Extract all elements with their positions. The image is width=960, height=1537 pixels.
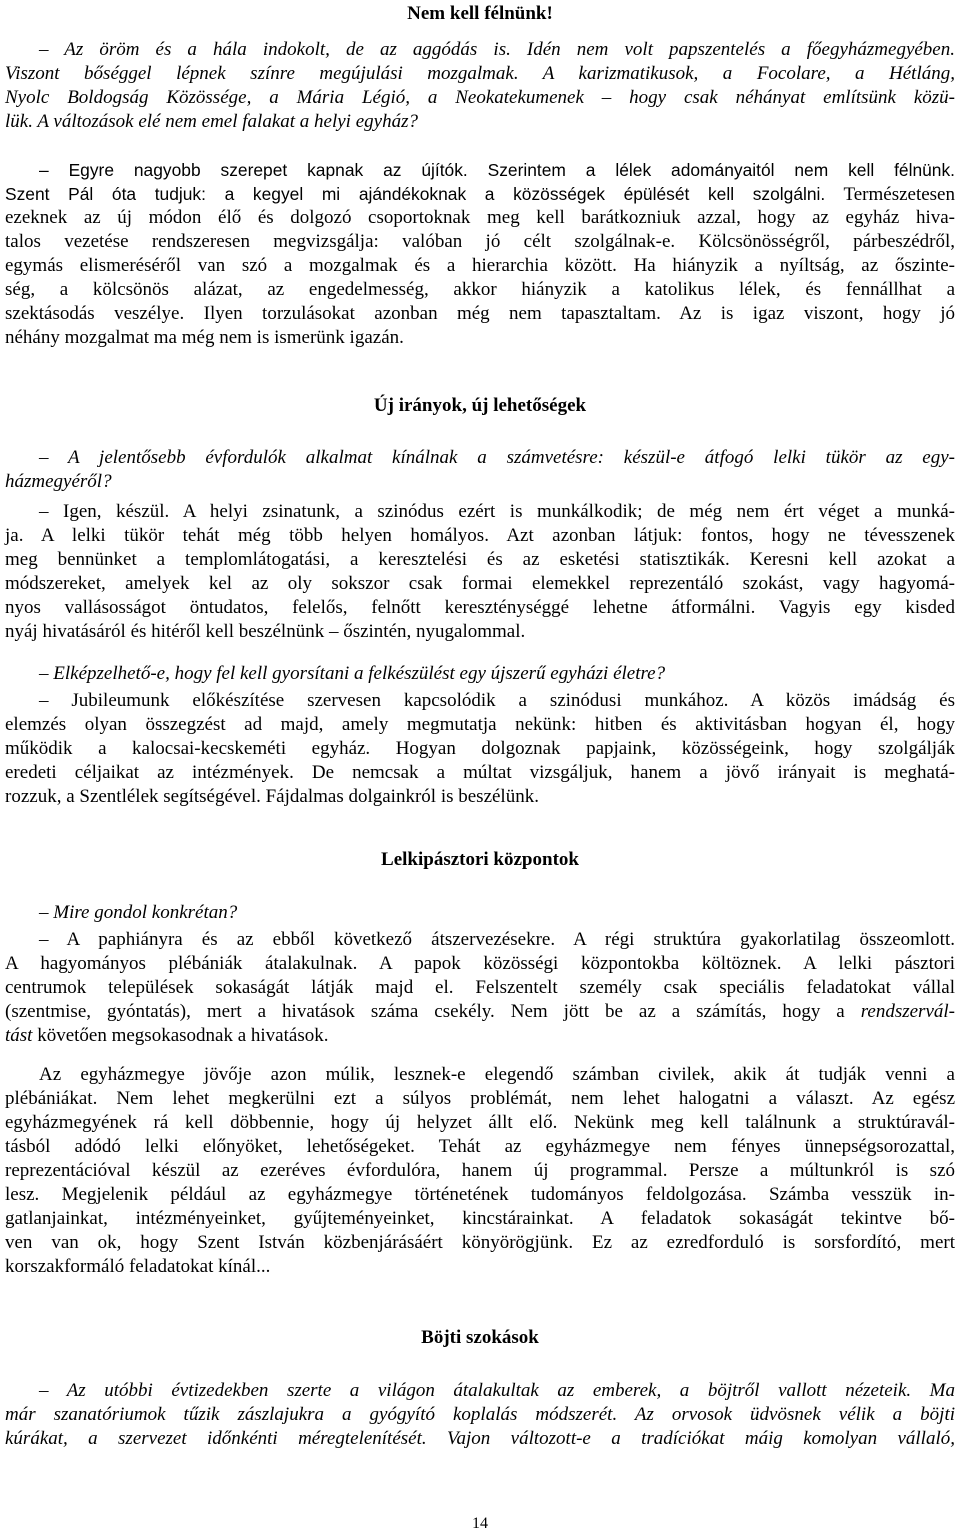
text-run: plébániákat. Nem lehet megkerülni ezt a súlyos problémát, nem lehet halogatni a választ. Az egész bbox=[5, 1088, 955, 1109]
text-run: – Egyre nagyobb szerepet kapnak az újítók. Szerintem a lélek adományaitól nem kell félnünk. bbox=[39, 160, 955, 180]
text-run: szektásodás veszélye. Ilyen torzulásokat azonban még nem tapasztaltam. Az is igaz viszont, hogy jó bbox=[5, 303, 955, 324]
text-line bbox=[5, 572, 955, 596]
text-run: házmegyéről? bbox=[5, 471, 112, 492]
text-line bbox=[5, 1255, 955, 1279]
text-run: – Jubileumunk előkészítése szervesen kapcsolódik a szinódusi munkához. A közös imádság és bbox=[39, 690, 955, 711]
text-line bbox=[5, 976, 955, 1000]
text-line bbox=[5, 278, 955, 302]
text-run: eredeti céljaikat az intézmények. De nemcsak a múltat vizsgáljuk, hanem a jövő irányait is meghatá- bbox=[5, 762, 955, 783]
text-run: meg bennünket a templomlátogatási, a keresztelési és az esketési statisztikák. Keresni kell azokat a bbox=[5, 549, 955, 570]
text-line bbox=[5, 1403, 955, 1427]
text-run: ven van ok, hogy Szent István közbenjárásáért könyörögjünk. Ez az ezredforduló is sorsfordító, mert bbox=[5, 1232, 955, 1253]
text-line bbox=[5, 1427, 955, 1451]
text-run: módszereket, amelyek kel az oly sokszor csak formai elemekkel reprezentáló szokást, vagy hagyomá- bbox=[5, 573, 955, 594]
text-line bbox=[5, 785, 955, 809]
text-run: Szent Pál óta tudjuk: a kegyel mi ajándékoknak a közösségek épülését kell szolgálni. bbox=[5, 184, 826, 204]
text-line bbox=[5, 1111, 955, 1135]
text-run: talos vezetése rendszeresen megvizsgálja: valóban jó célt szolgálnak-e. Kölcsönösségről, párbeszédről, bbox=[5, 231, 955, 252]
text-run: egymás elismeréséről van szó a mozgalmak és a hierarchia között. Ha hiányzik a nyíltság, az őszinte- bbox=[5, 255, 955, 276]
text-line bbox=[5, 1135, 955, 1159]
text-line bbox=[5, 713, 955, 737]
answer-paragraph bbox=[5, 928, 955, 1048]
text-run: Nyolc Boldogság Közössége, a Mária Légió, a Neokatekumenek – hogy csak néhányat említsünk közü- bbox=[5, 87, 955, 108]
text-line bbox=[5, 230, 955, 254]
text-line bbox=[5, 470, 955, 494]
text-line bbox=[5, 86, 955, 110]
text-run: – Az utóbbi évtizedekben szerte a világon átalakultak az emberek, a böjtről vallott nézeteik. Ma bbox=[39, 1380, 955, 1401]
text-run: reprezentációval készül az ezeréves évfordulóra, hanem új programmal. Persze a múltunkról is szó bbox=[5, 1160, 955, 1181]
text-line bbox=[5, 596, 955, 620]
text-run: nyos vallásosságot öntudatos, felelős, felnőtt kereszténységgé lehetne átformálni. Vagyis egy kisded bbox=[5, 597, 955, 618]
body-paragraph bbox=[5, 1063, 955, 1279]
question-paragraph bbox=[5, 662, 955, 686]
text-line bbox=[5, 901, 955, 925]
text-line bbox=[5, 620, 955, 644]
text-run: rozzuk, a Szentlélek segítségével. Fájdalmas dolgainkról is beszélünk. bbox=[5, 786, 539, 807]
text-line bbox=[5, 662, 955, 686]
text-line bbox=[5, 1207, 955, 1231]
text-run: Viszont bőséggel lépnek színre megújulási mozgalmak. A karizmatikusok, a Focolare, a Hétláng, bbox=[5, 63, 955, 84]
text-line bbox=[5, 952, 955, 976]
text-line bbox=[5, 737, 955, 761]
text-line bbox=[5, 1024, 955, 1048]
text-line bbox=[5, 928, 955, 952]
question-paragraph bbox=[5, 1379, 955, 1451]
text-line bbox=[5, 446, 955, 470]
text-line bbox=[5, 1087, 955, 1111]
section-title: Lelkipásztori központok bbox=[381, 849, 579, 870]
text-line bbox=[5, 326, 955, 350]
text-line bbox=[5, 158, 955, 182]
text-run: tást bbox=[5, 1025, 33, 1046]
text-line bbox=[5, 1063, 955, 1087]
text-run: működik a kalocsai-kecskeméti egyház. Hogyan dolgoznak papjaink, közösségeink, hogy szolgálják bbox=[5, 738, 955, 759]
text-run: elemzés olyan összegzést ad majd, amely megmutatja nekünk: hitben és aktivitásban hogyan él, hogy bbox=[5, 714, 955, 735]
section-title: Új irányok, új lehetőségek bbox=[373, 395, 587, 416]
text-run: kúrákat, a szervezet időnkénti méregtelenítését. Vajon változott-e a tradíciókat máig komolyan vállaló, bbox=[5, 1428, 955, 1449]
text-line bbox=[5, 689, 955, 713]
text-run: tásból adódó lelki előnyöket, lehetőségeket. Tehát az egyházmegye nem fényes ünnepségsorozattal, bbox=[5, 1136, 955, 1157]
text-run: lük. A változások elé nem emel falakat a helyi egyház? bbox=[5, 111, 418, 132]
question-paragraph bbox=[5, 38, 955, 134]
answer-paragraph bbox=[5, 500, 955, 644]
text-run: néhány mozgalmat ma még nem is ismerünk igazán. bbox=[5, 327, 404, 348]
text-run: ezeknek az új módon élő és dolgozó csoportoknak meg kell barátkozniuk azzal, hogy az egyház hiva- bbox=[5, 207, 955, 228]
text-run: korszakformáló feladatokat kínál... bbox=[5, 1256, 271, 1277]
text-line bbox=[5, 761, 955, 785]
text-line bbox=[5, 1379, 955, 1403]
text-line bbox=[5, 38, 955, 62]
text-run: (szentmise, gyóntatás), mert a hivatások száma csekély. Nem jött be az a számítás, hogy a bbox=[5, 1001, 861, 1022]
text-line bbox=[5, 110, 955, 134]
text-run: rendszervál- bbox=[860, 1001, 955, 1022]
text-run: – Mire gondol konkrétan? bbox=[39, 902, 238, 923]
text-run: egyházmegyének rá kell döbbennie, hogy új helyzet állt elő. Nekünk meg kell találnunk a struktúravál- bbox=[5, 1112, 955, 1133]
text-line bbox=[5, 1000, 955, 1024]
text-line bbox=[5, 254, 955, 278]
text-run: ség, a kölcsönös alázat, az engedelmesség, akkor hiányzik a katolikus lélek, és fennállhat a bbox=[5, 279, 955, 300]
question-paragraph bbox=[5, 446, 955, 494]
answer-paragraph bbox=[5, 158, 955, 350]
text-run: – Elképzelhető-e, hogy fel kell gyorsítani a felkészülést egy újszerű egyházi életre? bbox=[39, 663, 666, 684]
text-line bbox=[5, 500, 955, 524]
text-run: lesz. Megjelenik például az egyházmegye történetének tudományos feldolgozása. Számba vesszük in- bbox=[5, 1184, 955, 1205]
text-run: – A paphiányra és az ebből következő átszervezésekre. A régi struktúra gyakorlatilag összeomlott. bbox=[39, 929, 955, 950]
section-title: Nem kell félnünk! bbox=[407, 3, 553, 24]
text-line bbox=[5, 548, 955, 572]
answer-paragraph bbox=[5, 689, 955, 809]
page-number: 14 bbox=[472, 1515, 488, 1532]
text-line bbox=[5, 206, 955, 230]
text-run: centrumok települések sokaságát látják majd el. Felszentelt személy csak speciális feladatokat vállal bbox=[5, 977, 955, 998]
text-run: – Igen, készül. A helyi zsinatunk, a szinódus ezért is munkálkodik; de még nem ért véget a munká- bbox=[39, 501, 955, 522]
text-run: gatlanjainkat, intézményeinket, gyűjteményeinket, kincstárainkat. A feladatok sokaságát tekintve bő- bbox=[5, 1208, 955, 1229]
section-title: Böjti szokások bbox=[421, 1327, 539, 1348]
text-run: Természetesen bbox=[825, 184, 955, 205]
text-run: ja. A lelki tükör tehát még több helyen homályos. Azt azonban látjuk: fontos, hogy ne tévesszenek bbox=[5, 525, 955, 546]
text-run: A hagyományos plébániák átalakulnak. A papok közösségi központokba költöznek. A lelki pásztori bbox=[5, 953, 955, 974]
text-run: már szanatóriumok tűzik zászlajukra a gyógyító koplalás módszerét. Az orvosok üdvösnek vélik a böjti bbox=[5, 1404, 955, 1425]
text-line bbox=[5, 302, 955, 326]
text-run: – Az öröm és a hála indokolt, de az aggódás is. Idén nem volt papszentelés a főegyházmegyében. bbox=[39, 39, 955, 60]
text-line bbox=[5, 1183, 955, 1207]
text-run: követően megsokasodnak a hivatások. bbox=[32, 1025, 329, 1046]
text-line bbox=[5, 524, 955, 548]
text-line bbox=[5, 182, 955, 206]
text-run: – A jelentősebb évfordulók alkalmat kínálnak a számvetésre: készül-e átfogó lelki tükör az egy- bbox=[39, 447, 955, 468]
text-line bbox=[5, 62, 955, 86]
text-run: Az egyházmegye jövője azon múlik, lesznek-e elegendő számban civilek, akik át tudják venni a bbox=[39, 1064, 955, 1085]
text-line bbox=[5, 1159, 955, 1183]
text-run: nyáj hivatásáról és hitéről kell beszélnünk – őszintén, nyugalommal. bbox=[5, 621, 526, 642]
question-paragraph bbox=[5, 901, 955, 925]
text-line bbox=[5, 1231, 955, 1255]
